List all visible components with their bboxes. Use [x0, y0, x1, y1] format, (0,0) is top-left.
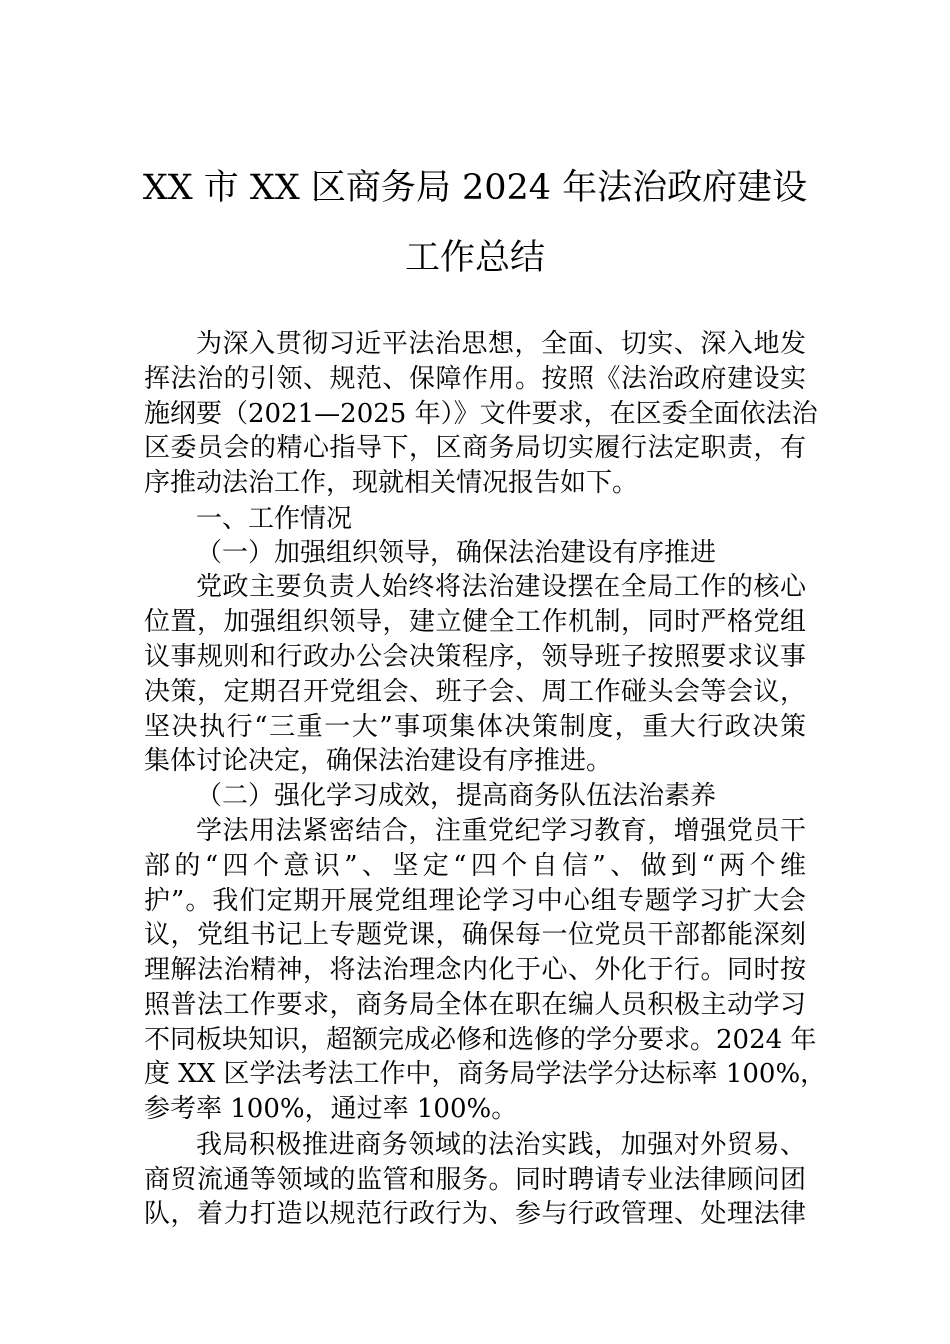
- paragraph-line: 挥法治的引领、规范、保障作用。按照《法治政府建设实: [144, 364, 806, 394]
- paragraph-line: 党政主要负责人始终将法治建设摆在全局工作的核心: [196, 572, 806, 602]
- paragraph-line: 位置，加强组织领导，建立健全工作机制，同时严格党组: [144, 607, 806, 637]
- document-title-line-1: XX 市 XX 区商务局 2024 年法治政府建设: [142, 168, 808, 208]
- paragraph-line: 议，党组书记上专题党课，确保每一位党员干部都能深刻: [144, 920, 806, 950]
- paragraph-line: 部的“四个意识”、坚定“四个自信”、做到“两个维: [144, 851, 806, 881]
- paragraph-line: 决策，定期召开党组会、班子会、周工作碰头会等会议，: [144, 677, 806, 707]
- paragraph-line: 度 XX 区学法考法工作中，商务局学法学分达标率 100%，: [144, 1059, 827, 1089]
- paragraph-line: 商贸流通等领域的监管和服务。同时聘请专业法律顾问团: [144, 1165, 806, 1195]
- subsection-heading: （一）加强组织领导，确保法治建设有序推进: [196, 538, 717, 568]
- paragraph-line: 施纲要（2021—2025 年）》文件要求，在区委全面依法治: [144, 399, 818, 429]
- paragraph-line: 坚决执行“三重一大”事项集体决策制度，重大行政决策: [144, 712, 806, 742]
- paragraph-line: 队，着力打造以规范行政行为、参与行政管理、处理法律: [144, 1199, 806, 1229]
- paragraph-line: 理解法治精神，将法治理念内化于心、外化于行。同时按: [144, 955, 806, 985]
- paragraph-line: 学法用法紧密结合，注重党纪学习教育，增强党员干: [196, 816, 806, 846]
- subsection-heading: （二）强化学习成效，提高商务队伍法治素养: [196, 781, 717, 811]
- paragraph-line: 议事规则和行政办公会决策程序，领导班子按照要求议事: [144, 642, 806, 672]
- paragraph-line: 参考率 100%，通过率 100%。: [144, 1094, 518, 1124]
- paragraph-line: 为深入贯彻习近平法治思想，全面、切实、深入地发: [196, 329, 806, 359]
- paragraph-line: 序推动法治工作，现就相关情况报告如下。: [144, 468, 639, 498]
- document-title-line-2: 工作总结: [404, 238, 545, 278]
- paragraph-line: 不同板块知识，超额完成必修和选修的学分要求。2024 年: [144, 1025, 817, 1055]
- paragraph-line: 我局积极推进商务领域的法治实践，加强对外贸易、: [196, 1130, 806, 1160]
- paragraph-line: 区委员会的精心指导下，区商务局切实履行法定职责，有: [144, 433, 806, 463]
- paragraph-line: 照普法工作要求，商务局全体在职在编人员积极主动学习: [144, 990, 806, 1020]
- paragraph-line: 集体讨论决定，确保法治建设有序推进。: [144, 746, 613, 776]
- section-heading: 一、工作情况: [196, 504, 353, 534]
- paragraph-line: 护”。我们定期开展党组理论学习中心组专题学习扩大会: [144, 886, 806, 916]
